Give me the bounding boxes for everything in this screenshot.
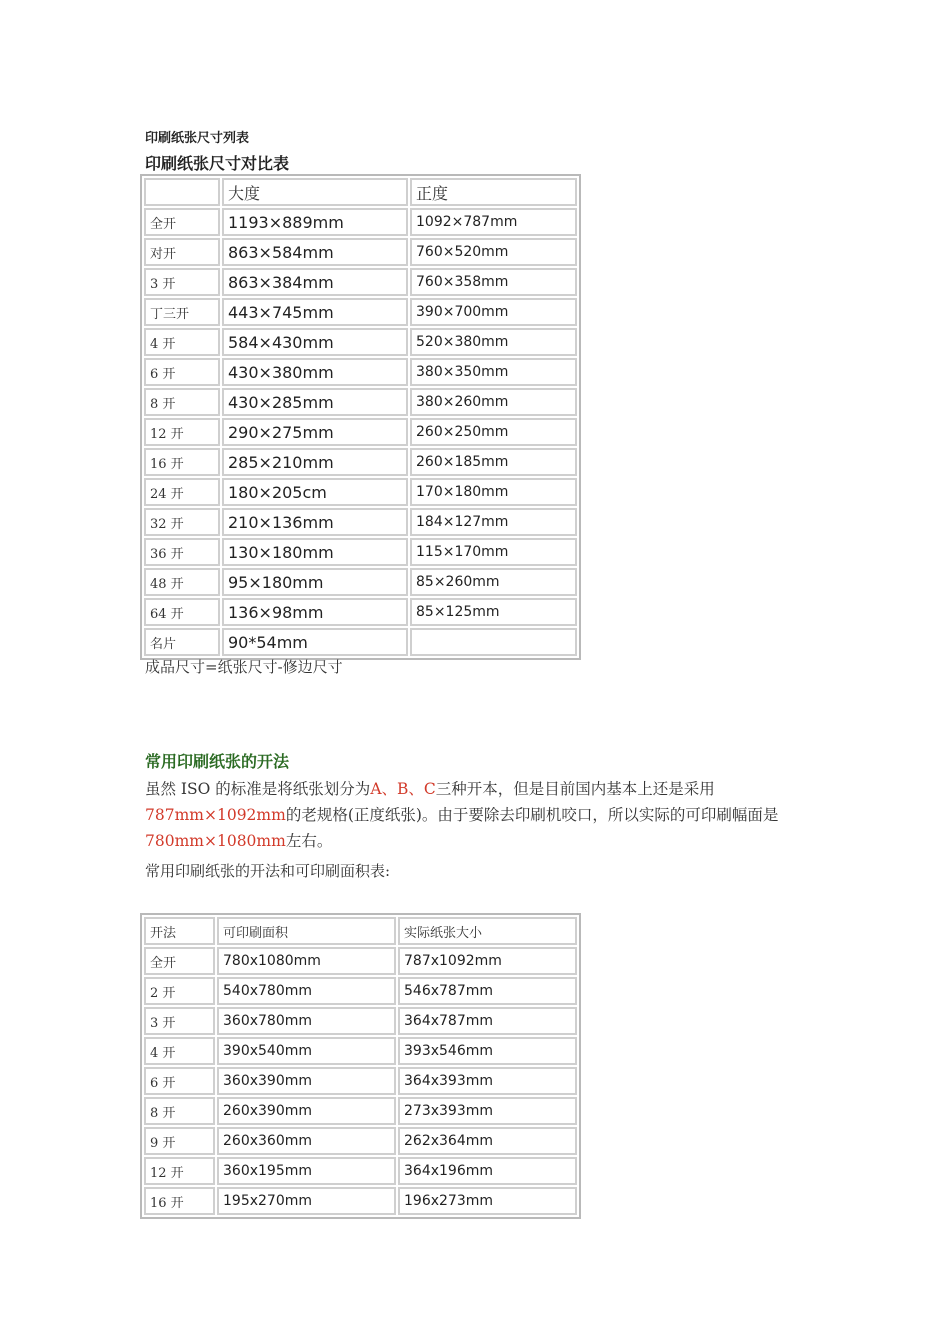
table-cell: 430×285mm [222, 388, 408, 416]
table-cell: 4 开 [144, 328, 220, 356]
table-row [144, 298, 577, 326]
table-cell: 390×700mm [410, 298, 577, 326]
table-row [144, 268, 577, 296]
table-caption: 常用印刷纸张的开法和可印刷面积表: [145, 862, 391, 880]
table-header-row [144, 178, 577, 206]
table-cell: 285×210mm [222, 448, 408, 476]
table-row [144, 628, 577, 656]
table-cell: 95×180mm [222, 568, 408, 596]
table-cell: 全开 [144, 947, 215, 975]
table-row [144, 238, 577, 266]
table-cell: 136×98mm [222, 598, 408, 626]
table-cell: 正度 [410, 178, 577, 206]
table-cell: 520×380mm [410, 328, 577, 356]
table-row [144, 388, 577, 416]
table-row [144, 328, 577, 356]
table-cell: 3 开 [144, 1007, 215, 1035]
para-highlight: 787mm×1092mm [145, 806, 286, 824]
table-cell: 195x270mm [217, 1187, 396, 1215]
table-cell: 787x1092mm [398, 947, 577, 975]
table-row [144, 1037, 577, 1065]
table-cell: 64 开 [144, 598, 220, 626]
table-cell: 85×125mm [410, 598, 577, 626]
table-cell: 1193×889mm [222, 208, 408, 236]
table-cell: 4 开 [144, 1037, 215, 1065]
table-cell: 名片 [144, 628, 220, 656]
table-cell: 863×384mm [222, 268, 408, 296]
table-row [144, 538, 577, 566]
table-row [144, 1007, 577, 1035]
table-row [144, 208, 577, 236]
table-cell: 443×745mm [222, 298, 408, 326]
table-cell: 780x1080mm [217, 947, 396, 975]
size-formula: 成品尺寸=纸张尺寸-修边尺寸 [145, 658, 343, 676]
table-cell: 273x393mm [398, 1097, 577, 1125]
table-cell: 85×260mm [410, 568, 577, 596]
table-body [144, 178, 577, 656]
table-row [144, 1187, 577, 1215]
table-cell: 170×180mm [410, 478, 577, 506]
table-row [144, 1157, 577, 1185]
table-cell: 546x787mm [398, 977, 577, 1005]
table-cell: 9 开 [144, 1127, 215, 1155]
table-cell: 584×430mm [222, 328, 408, 356]
table-cell: 360x780mm [217, 1007, 396, 1035]
table-header-row [144, 917, 577, 945]
table-cell: 380×260mm [410, 388, 577, 416]
table-body [144, 917, 577, 1215]
table-cell: 丁三开 [144, 298, 220, 326]
table-cell: 32 开 [144, 508, 220, 536]
printable-area-table [140, 913, 581, 1219]
table-cell: 364x196mm [398, 1157, 577, 1185]
para-highlight: 780mm×1080mm [145, 832, 286, 850]
table-row [144, 448, 577, 476]
table-cell: 863×584mm [222, 238, 408, 266]
table-cell: 36 开 [144, 538, 220, 566]
paper-size-comparison-table [140, 174, 581, 660]
table-cell: 3 开 [144, 268, 220, 296]
table-cell: 760×358mm [410, 268, 577, 296]
table-cell: 对开 [144, 238, 220, 266]
table-cell: 全开 [144, 208, 220, 236]
table-cell [410, 628, 577, 656]
table-row [144, 1067, 577, 1095]
table-cell: 210×136mm [222, 508, 408, 536]
table-cell: 260×250mm [410, 418, 577, 446]
table-row [144, 478, 577, 506]
para-text: 的老规格(正度纸张)。由于要除去印刷机咬口，所以实际的可印刷幅面是 [285, 806, 779, 824]
table-row [144, 1097, 577, 1125]
table-cell: 24 开 [144, 478, 220, 506]
table-cell: 380×350mm [410, 358, 577, 386]
table-cell: 130×180mm [222, 538, 408, 566]
section-heading: 常用印刷纸张的开法 [145, 752, 290, 771]
table-cell: 115×170mm [410, 538, 577, 566]
table-cell: 12 开 [144, 418, 220, 446]
table-cell: 540x780mm [217, 977, 396, 1005]
description-paragraph [145, 776, 815, 854]
table-cell: 8 开 [144, 1097, 215, 1125]
table-cell: 12 开 [144, 1157, 215, 1185]
para-text: 三种开本，但是目前国内基本上还是采用 [435, 780, 715, 798]
table-cell: 开法 [144, 917, 215, 945]
table-cell: 实际纸张大小 [398, 917, 577, 945]
table-row [144, 508, 577, 536]
table-cell: 364x393mm [398, 1067, 577, 1095]
table-row [144, 418, 577, 446]
table-row [144, 1127, 577, 1155]
table-cell: 90*54mm [222, 628, 408, 656]
table-cell: 364x787mm [398, 1007, 577, 1035]
table-cell: 可印刷面积 [217, 917, 396, 945]
table-cell: 184×127mm [410, 508, 577, 536]
para-text: 虽然 ISO 的标准是将纸张划分为 [145, 780, 371, 798]
table-cell: 260x360mm [217, 1127, 396, 1155]
table-cell: 8 开 [144, 388, 220, 416]
table-cell: 360x390mm [217, 1067, 396, 1095]
table-row [144, 947, 577, 975]
table-cell: 196x273mm [398, 1187, 577, 1215]
table-cell: 48 开 [144, 568, 220, 596]
table-row [144, 568, 577, 596]
table-row [144, 358, 577, 386]
table-cell: 262x364mm [398, 1127, 577, 1155]
table-cell: 大度 [222, 178, 408, 206]
table-cell: 2 开 [144, 977, 215, 1005]
table-cell: 430×380mm [222, 358, 408, 386]
para-highlight: A、B、C [370, 780, 436, 798]
table-cell: 1092×787mm [410, 208, 577, 236]
table-cell: 6 开 [144, 358, 220, 386]
table-cell: 16 开 [144, 448, 220, 476]
table-cell: 260×185mm [410, 448, 577, 476]
table-cell: 6 开 [144, 1067, 215, 1095]
table-row [144, 977, 577, 1005]
table-cell: 760×520mm [410, 238, 577, 266]
table-cell: 393x546mm [398, 1037, 577, 1065]
table-row [144, 598, 577, 626]
table-cell: 16 开 [144, 1187, 215, 1215]
table-title: 印刷纸张尺寸对比表 [145, 154, 290, 173]
table-cell: 390x540mm [217, 1037, 396, 1065]
table-cell: 180×205cm [222, 478, 408, 506]
table-cell: 260x390mm [217, 1097, 396, 1125]
section-heading-small: 印刷纸张尺寸列表 [145, 131, 250, 146]
table-cell: 360x195mm [217, 1157, 396, 1185]
table-cell [144, 178, 220, 206]
para-text: 左右。 [285, 832, 333, 850]
table-cell: 290×275mm [222, 418, 408, 446]
